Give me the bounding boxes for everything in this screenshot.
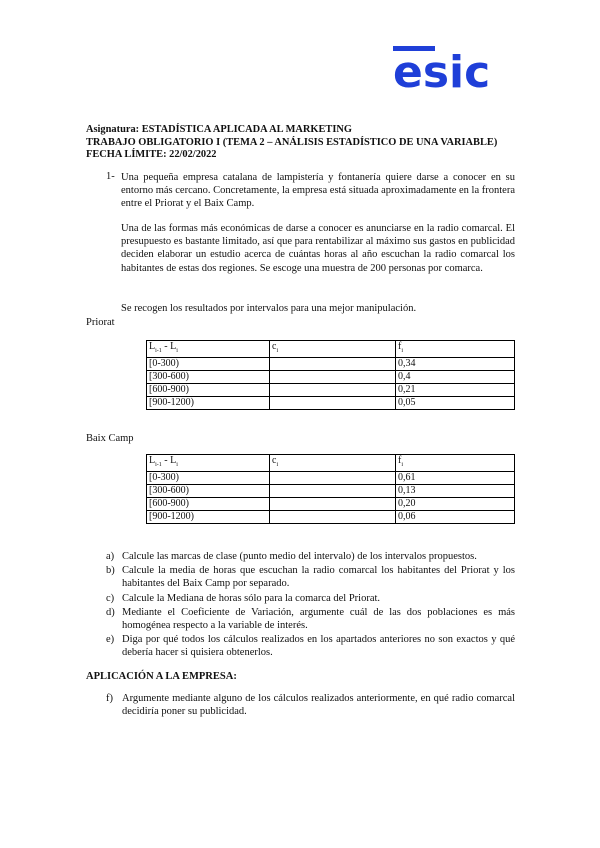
list-item xyxy=(106,592,515,605)
item-label: b) xyxy=(106,565,115,577)
list-item xyxy=(106,550,515,563)
item-label: d) xyxy=(106,606,115,618)
cell-fi: 0,21 xyxy=(396,384,515,397)
header-ci: $c_i$ xyxy=(270,455,396,472)
header-ci: $c_i$ xyxy=(270,341,396,358)
assignment-line: TRABAJO OBLIGATORIO I (TEMA 2 – ANÁLISIS ESTADÍSTICO DE UNA VARIABLE) xyxy=(86,136,498,148)
cell-ci xyxy=(270,358,396,371)
cell-fi: 0,4 xyxy=(396,371,515,384)
cell-ci xyxy=(270,498,396,511)
subject-line: Asignatura: ESTADÍSTICA APLICADA AL MARKETING xyxy=(86,124,352,135)
item-label: a) xyxy=(106,551,115,562)
logo-text: esic xyxy=(393,47,491,98)
item-label: f) xyxy=(106,693,113,704)
list-item xyxy=(106,606,515,632)
cell-interval: [300-600) xyxy=(147,485,270,498)
item-text: Calcule la Mediana de horas sólo para la comarca del Priorat. xyxy=(122,592,381,604)
cell-interval: [0-300) xyxy=(147,358,270,371)
table-row xyxy=(147,498,515,511)
table-priorat xyxy=(146,340,515,410)
subquestion-list xyxy=(106,550,515,661)
table-row xyxy=(147,397,515,410)
table-row xyxy=(147,485,515,498)
question-paragraph-1: Una pequeña empresa catalana de lampistería y fontanería quiere darse a conocer en su entorno más cercano. Concretamente, la empresa está situada aproximadamente en la frontera entre el Priorat y el Baix Camp. xyxy=(121,172,515,210)
item-text: Calcule las marcas de clase (punto medio del intervalo) de los intervalos propuestos. xyxy=(122,551,477,562)
esic-logo xyxy=(393,46,505,98)
table-row xyxy=(147,384,515,397)
table-header-row xyxy=(147,341,515,358)
application-title: APLICACIÓN A LA EMPRESA: xyxy=(86,671,237,682)
item-label: e) xyxy=(106,634,115,646)
item-text: Calcule la media de horas que escuchan la radio comarcal los habitantes del Priorat y los habitantes del Baix Camp por separado. xyxy=(122,565,515,590)
table-row xyxy=(147,371,515,384)
table-baix-camp xyxy=(146,454,515,524)
cell-interval: [600-900) xyxy=(147,384,270,397)
table-caption-baix-camp: Baix Camp xyxy=(86,433,134,444)
cell-interval: [0-300) xyxy=(147,472,270,485)
question-paragraph-2: Una de las formas más económicas de darse a conocer es anunciarse en la radio comarcal. El presupuesto es bastante limitado, así que para rentabilizar al máximo sus gastos en publicidad deciden elaborar un estudio acerca de cuántas horas al año escuchan la radio comarcal los habitantes de estas dos regiones. Se escoge una muestra de 200 personas por comarca. xyxy=(121,223,515,274)
deadline-line: FECHA LÍMITE: 22/02/2022 xyxy=(86,149,217,160)
list-item xyxy=(106,633,515,659)
cell-ci xyxy=(270,384,396,397)
cell-fi: 0,05 xyxy=(396,397,515,410)
application-item xyxy=(106,692,515,718)
cell-interval: [900-1200) xyxy=(147,397,270,410)
cell-ci xyxy=(270,397,396,410)
cell-interval: [600-900) xyxy=(147,498,270,511)
item-text: Mediante el Coeficiente de Variación, argumente cuál de las dos poblaciones es más homogénea respecto a la variable de interés. xyxy=(122,606,515,632)
table-header-row xyxy=(147,455,515,472)
cell-ci xyxy=(270,485,396,498)
header-interval: $L_{i-1} - L_i$ xyxy=(147,341,270,358)
question-paragraph-3: Se recogen los resultados por intervalos para una mejor manipulación. xyxy=(121,303,417,314)
cell-ci xyxy=(270,371,396,384)
cell-ci xyxy=(270,472,396,485)
cell-interval: [300-600) xyxy=(147,371,270,384)
table-caption-priorat: Priorat xyxy=(86,317,115,328)
cell-fi: 0,34 xyxy=(396,358,515,371)
cell-ci xyxy=(270,511,396,524)
item-text: Argumente mediante alguno de los cálculos realizados anteriormente, en qué radio comarcal decidiría poner su publicidad. xyxy=(122,693,515,718)
cell-fi: 0,06 xyxy=(396,511,515,524)
table-row xyxy=(147,472,515,485)
cell-fi: 0,13 xyxy=(396,485,515,498)
question-number: 1- xyxy=(106,171,115,182)
cell-fi: 0,20 xyxy=(396,498,515,511)
header-fi: $f_i$ xyxy=(396,455,515,472)
document-header xyxy=(86,124,497,162)
cell-interval: [900-1200) xyxy=(147,511,270,524)
list-item xyxy=(106,564,515,590)
item-label: c) xyxy=(106,592,115,604)
table-row xyxy=(147,511,515,524)
header-interval: $L_{i-1} - L_i$ xyxy=(147,455,270,472)
table-row xyxy=(147,358,515,371)
cell-fi: 0,61 xyxy=(396,472,515,485)
header-fi: $f_i$ xyxy=(396,341,515,358)
item-text: Diga por qué todos los cálculos realizados en los apartados anteriores no son exactos y qué debería hacer si quisiera obtenerlos. xyxy=(122,634,515,659)
